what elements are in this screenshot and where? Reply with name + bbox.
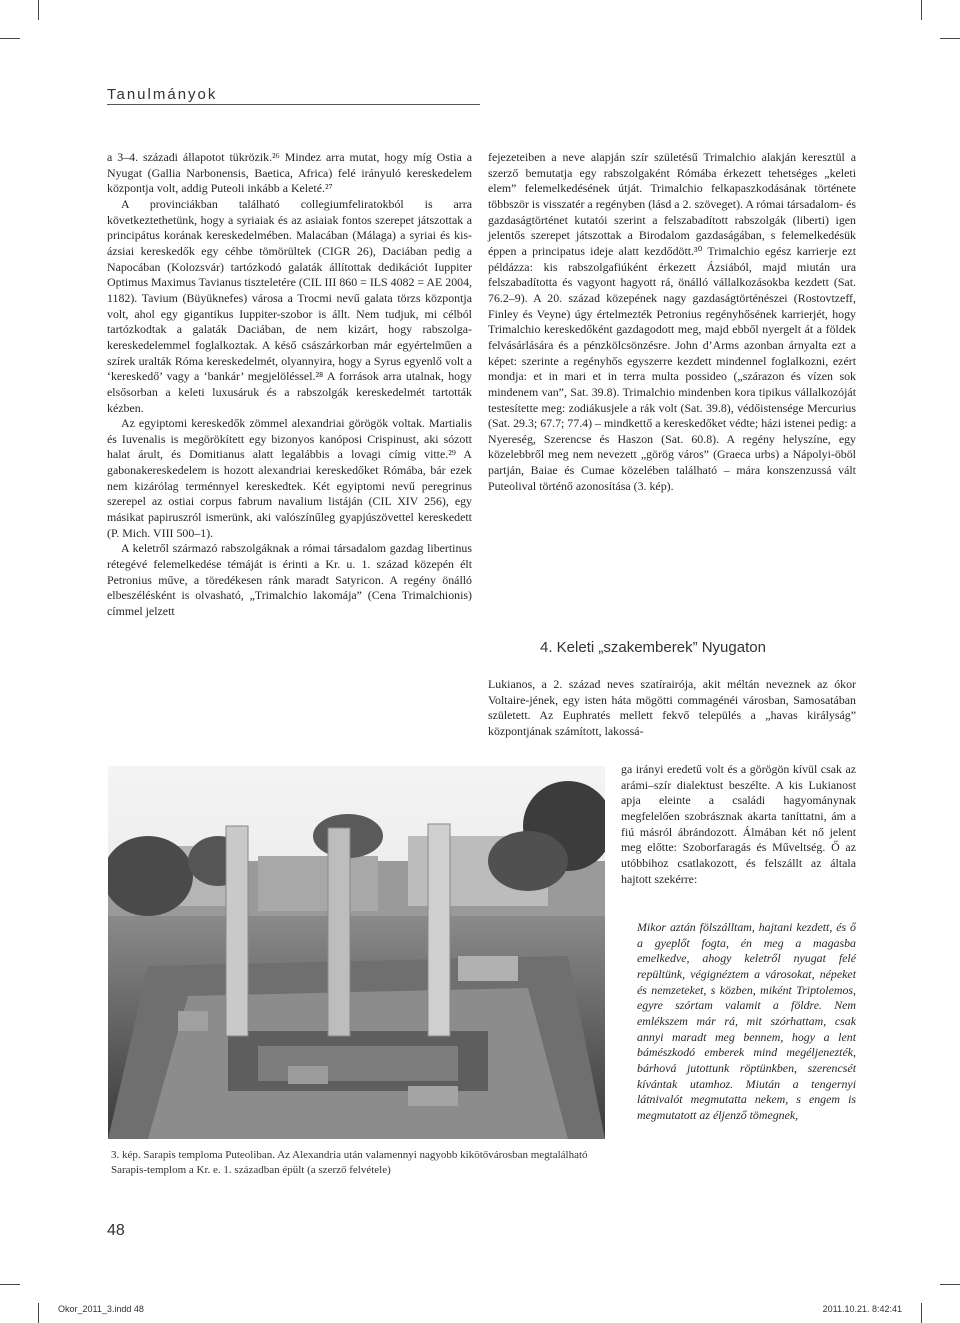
crop-mark (921, 0, 922, 20)
crop-mark (38, 1303, 39, 1323)
paragraph: Lukianos, a 2. század neves szatírairója, akit méltán neveznek az ókor Voltaire-jének, egy isten háta mögötti commagénéi városban, Samosatában született. Az Euphratés mellett fekvő település a „havas királyság” központjának számított, lakossá- (488, 677, 856, 738)
paragraph: A provinciákban található collegiumfeliratokból is arra következtethetünk, hogy a syriaiak és az asiaiak fontos szerepet játszottak a principátus korának kereskedelmében. Malacában (Málaga) a syriai és kis-ázsiai kereskedők egy céhbe tömörültek (CIGR 26), Daciában pedig a Napocában (Kolozsvár) tartózkodó galaták állítottak dedikációt Iuppiter Optimus Maximus Tavianus tiszteletére (CIL III 860 = ILS 4082 = AE 2004, 1182). Tavium (Büyüknefes) városa a Trocmi nevű galata törzs központja volt, ahol egy gigantikus Iuppiter-szobor is állt. Nem tudjuk, mi célból tartózkodtak a galaták Daciában, de nem kizárt, hogy rabszolga-kereskedelemmel foglalkoztak. A késő császárkorban már egyértelműen a szírek uralták Róma kereskedelmét, olyannyira, hogy a Syrus egyenlő volt a ‘kereskedő’ vagy a ‘bankár’ megjelöléssel.²⁸ A források arra utalnak, hogy elsősorban a keleti luxusáruk és a rabszolgák kereskedelmét tartották kézben. (107, 196, 472, 415)
running-header: Tanulmányok (107, 86, 218, 103)
crop-mark (940, 1284, 960, 1285)
figure-caption (111, 1148, 606, 1178)
block-quote (637, 920, 856, 1124)
section-title: 4. Keleti „szakemberek” Nyugaton (540, 639, 766, 656)
section-intro (488, 677, 856, 740)
footer-file: Okor_2011_3.indd 48 (58, 1304, 144, 1314)
page-number: 48 (107, 1222, 125, 1239)
crop-mark (0, 38, 20, 39)
paragraph: ga irányi eredetű volt és a görögön kívül csak az arámi–szír dialektust beszélte. A kis Lukianost apja eleinte a családi hagyománynak megfelelően szobrásznak akarta taníttatni, ám a fiú másról ábrándozott. Álmában két nő jelent meg előtte: Szoborfaragás és Műveltség. Ő az utóbbihoz csatlakozott, és felszállt az általa hajtott szekérre: (621, 762, 856, 886)
crop-mark (940, 38, 960, 39)
temple-photo (108, 766, 605, 1139)
section-continued (621, 762, 856, 887)
paragraph: Az egyiptomi kereskedők zömmel alexandriai görögök voltak. Martialis és Iuvenalis is megörökített egy bizonyos kanóposi Crispinust, aki sózott halat árult, és Domitianus alatt legalábbis a lovagi címig vitte.²⁹ A gabonakereskedelem is hozott alexandriai kereskedőket Rómába, bár ezek nem kizárólag terménnyel kereskedtek. Két egyiptomi nevű peregrinus szerepel az ostiai corpus fabrum navalium listáján (CIL XIV 256), egy másikat papiruszról ismerünk, aki valószínűleg gyapjúszövettel kereskedett (P. Mich. VIII 500–1). (107, 416, 472, 540)
left-column (107, 150, 472, 620)
paragraph: fejezeteiben a neve alapján szír születésű Trimalchio alakján keresztül a szerző bemutatja egy rabszolgaként Rómába érkezett tehetséges „keleti elem” felemelkedésének útját. Trimalchio felkapaszkodásának története többször is visszatér a regényben (lásd a 2. szöveget). A római társadalom- és gazdaságtörténet kutatói szerint a felszabadított rabszolgák (liberti) igen jelentős szerepet játszottak a Birodalom gazdaságában, s felemelkedésük éppen a principatus ideje alatt kezdődött.³⁰ Trimalchio egész karrierje ezt példázza: kis rabszolgafiúként érkezett Ázsiából, majd miután ura felszabadította és vagyont hagyott rá, önálló vállalkozásokba kezdett (Sat. 76.2–9). A 20. század közepének nagy gazdaságtörténészei (Rostovtzeff, Finley és Veyne) úgy értelmezték Petronius regényhősének karrierjét, hogy Trimalchio kereskedőként gazdagodott meg, majd ebből nyergelt át a földek felvásárlására és a pénzkölcsönzésre. John d’Arms azonban árnyalta ezt a képet: szerinte a regényhős egyszerre kezdett mindennel foglalkozni, ezért mondja: et in mari et in terra multa possideo („szárazon és vízen sok mindenem van”, Sat. 39.8). Trimalchio mindenben kora tipikus vállalkozóját testesítette meg: zodiákusjele a rák volt (Sat. 39.8), védőistensége Mercurius (Sat. 29.3; 67.7; 77.4) – mindkettő a kereskedőket védte; házi istenei pedig: a Nyereség, Szerencse és Haszon (Sat. 60.8). A regény helyszíne, egy közelebbről meg nem nevezett „görög város” (Graeca urbs) a Nápolyi-öböl partján, Baiae és Cumae közelében található – mára konszenzussá vált Puteolival történő azonosítása (3. kép). (488, 150, 856, 493)
footer-datetime: 2011.10.21. 8:42:41 (822, 1304, 902, 1314)
caption-text: 3. kép. Sarapis temploma Puteoliban. Az Alexandria után valamennyi nagyobb kikötővárosban megtalálható Sarapis-templom a Kr. e. 1. században épült (a szerző felvétele) (111, 1149, 588, 1176)
paragraph: a 3–4. századi állapotot tükrözik.²⁶ Mindez arra mutat, hogy míg Ostia a Nyugat (Gallia Narbonensis, Baetica, Africa) felé irányuló kereskedelem központja volt, addig Puteoli inkább a Keleté.²⁷ (107, 150, 472, 196)
crop-mark (0, 1284, 20, 1285)
paragraph: A keletről származó rabszolgáknak a római társadalom gazdag libertinus rétegévé felemelkedése témáját is érinti a Kr. u. 1. század közepén élt Petronius műve, a töredékesen ránk maradt Satyricon. A regény önálló elbeszélésként is olvasható, „Trimalchio lakomája” (Cena Trimalchionis) címmel jelzett (107, 541, 472, 619)
crop-mark (921, 1303, 922, 1323)
header-rule (107, 104, 480, 105)
quote-text: Mikor aztán fölszálltam, hajtani kezdett, és ő a gyeplőt fogta, én meg a magasba emelkedve, ahogy keletről nyugat felé repültünk, végignéztem a városokat, népeket és nemzeteket, s közben, miként Triptolemos, egyre szórtam valamit a földre. Nem emlékszem már rá, mit szórhattam, csak annyi maradt meg bennem, hogy a lent bámészkodó emberek mind megéljenezték, bárhová jutottunk röptünkben, szerencsét kívántak utamhoz. Miután a tengernyi látnivalót megmutatta nekem, s engem is megmutatott az éljenző tömegnek, (637, 920, 856, 1122)
right-column (488, 150, 856, 494)
crop-mark (38, 0, 39, 20)
